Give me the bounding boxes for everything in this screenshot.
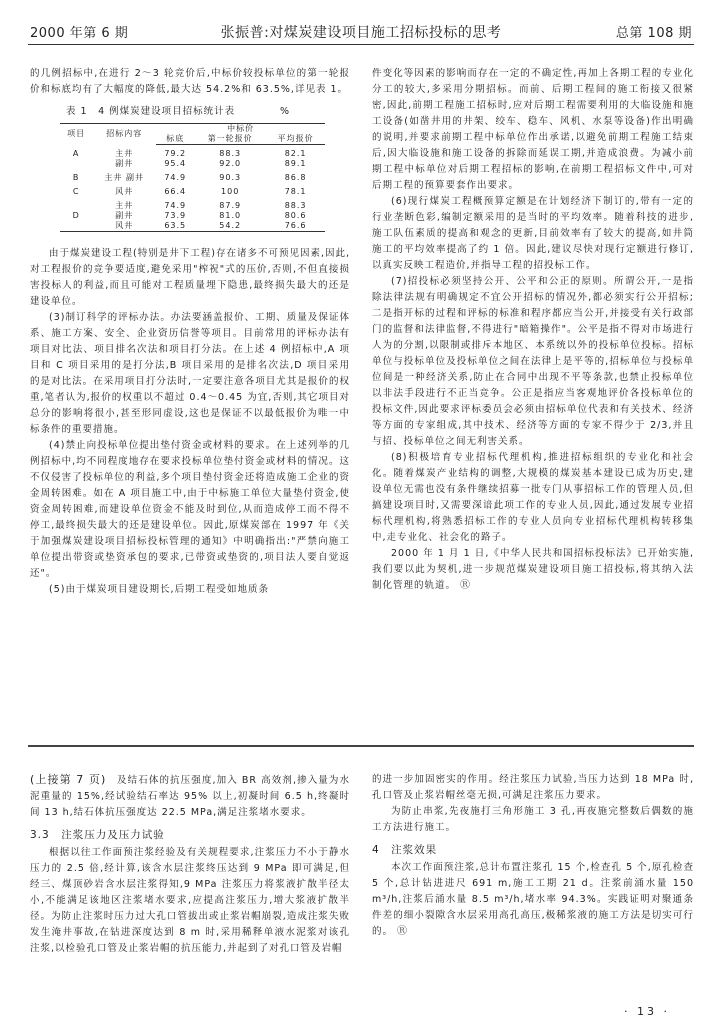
table-cell: 副井 <box>115 211 134 220</box>
table-cell: 82.1 <box>284 149 307 158</box>
paragraph: (3)制订科学的评标办法。办法要涵盖报价、工期、质量及保证体系、施工方案、安全、企业资历信誉等项目。目前常用的评标办法有项目对比法、项目排名次法和项目打分法。在上述 4 例招标中,A 项目和 C 项目采用的是打分法,B 项目采用的是排名次法,D 项目采用的是对比法。在采用项目打分法时,一定要注意各项目尤其是报价的权重,笔者认为,报价的权重以不超过 0.4～0.45 为宜,否则,其它项目对总分的影响将很小,甚至形同虚设,这也是保证不以最低报价为唯一中标条件的重要措施。 <box>30 312 350 435</box>
continued-from: (上接第 7 页) <box>30 773 107 786</box>
table-cell: 88.3 <box>284 201 307 210</box>
paragraph: (7)招投标必须坚持公开、公平和公正的原则。所谓公开,一是指除法律法规有明确规定不宜公开招标的情况外,都必须实行公开招标;二是指开标的过程和评标的标准和程序都应当公开,并接受有关行政部门的监督和法律监督,不得进行"暗箱操作"。公平是指不得对市场进行人为的分割,以限制或排斥本地区、本系统以外的投标单位投标。招标单位与投标单位及投标单位之间在法律上是平等的,招标单位与投标单位间是一种经济关系,防止在合同中出现不平等条款,也禁止投标单位以非法手段进行不正当竞争。公正是指应当客观地评价各投标单位的投标文件,因此要求评标委员会必须由招标单位代表和有关技术、经济等方面的专家组成,其中技术、经济等方面的专家不得少于 2/3,并且与招、投标单位之间无利害关系。 <box>372 276 694 447</box>
end-mark-icon: Ⓡ <box>460 580 472 591</box>
paragraph: 的几例招标中,在进行 2～3 轮竞价后,中标价较投标单位的第一轮报价和标底均有了大幅度的降低,最大达 54.2%和 63.5%,详见表 1。 <box>30 68 350 95</box>
table-cell: 主井 <box>115 148 134 158</box>
end-mark-icon: Ⓡ <box>397 926 409 937</box>
column-right-top <box>372 66 694 594</box>
table-cell: C <box>72 187 80 196</box>
table-header: 第一轮报价 <box>194 134 266 145</box>
table-cell: 89.1 <box>284 159 307 168</box>
table-header: 中标价 <box>156 124 325 135</box>
table-title: 表 1 4 例煤炭建设项目招标统计表 <box>66 106 236 117</box>
table-cell: 副井 <box>115 159 134 168</box>
column-left-bottom <box>30 772 350 957</box>
serial-number: 总第 108 期 <box>615 26 692 41</box>
table-cell: 90.3 <box>219 173 242 182</box>
table-header: 平均报价 <box>266 134 325 145</box>
paragraph: 的进一步加固密实的作用。经注浆压力试验,当压力达到 18 MPa 时,孔口管及止浆岩帽丝毫无损,可满足注浆压力要求。 <box>372 774 694 801</box>
paragraph: 件变化等因素的影响而存在一定的不确定性,再加上各期工程的专业化分工的较大,多采用分期招标。而前、后期工程间的施工衔接又很紧密,因此,前期工程施工招标时,应对后期工程需要利用的大临设施和施工设备(如凿井用的井架、绞车、稳车、风机、水泵等设备)作出明确的说明,并要求前期工程中标单位作出承诺,以避免前期工程施工结束后,因大临设施和施工设备的拆除而延误工期,并造成浪费。为减小前期工程中标单位对后期工程招标的影响,在前期工程招标文件中,可对后期工程的预算要套作出要求。 <box>372 68 694 191</box>
table-cell: A <box>72 148 80 158</box>
table-cell: 风井 <box>115 187 134 196</box>
table-cell: 74.9 <box>164 173 187 182</box>
table-cell: 76.6 <box>266 221 325 232</box>
column-left-top <box>30 66 350 598</box>
table-row <box>60 159 325 169</box>
section-divider <box>28 745 694 747</box>
table-cell: 主井 <box>115 201 134 210</box>
paragraph: 为防止串浆,先夜施打三角形施工 3 孔,再夜施完整数后偶数的施工方法进行施工。 <box>372 806 694 833</box>
section-heading: 3.3 注浆压力及压力试验 <box>30 829 165 841</box>
table-header: 招标内容 <box>92 124 156 145</box>
table-row <box>60 221 325 232</box>
table-cell: 74.9 <box>164 201 187 210</box>
table-cell: 主井 副井 <box>104 173 145 182</box>
paragraph: (6)现行煤炭工程概预算定额是在计划经济下制订的,带有一定的行业垄断色彩,编制定额采用的是当时的平均效率。随着科技的进步,施工队伍素质的提高和观念的更新,目前效率有了较大的提高,如井筒施工的平均效率提高了约 1 倍。因此,建议尽快对现行定额进行修订,以真实反映工程造价,并指导工程的招投标工作。 <box>372 196 694 271</box>
table-cell: 66.4 <box>164 187 187 196</box>
table-cell: B <box>72 173 80 182</box>
paragraph <box>372 860 694 940</box>
table-cell: 81.0 <box>219 211 242 220</box>
page-header <box>30 22 692 44</box>
table-cell: D <box>72 211 80 220</box>
table-cell: 100 <box>221 187 240 196</box>
table-cell: 63.5 <box>156 221 194 232</box>
table-cell <box>60 159 92 169</box>
table-cell: 54.2 <box>194 221 266 232</box>
table-header: 项目 <box>60 124 92 145</box>
table-cell <box>60 221 92 232</box>
paragraph <box>372 546 694 594</box>
table-unit: % <box>279 106 290 117</box>
paragraph: (5)由于煤炭项目建设期长,后期工程受如地质条 <box>49 584 269 595</box>
column-right-bottom <box>372 772 694 940</box>
paragraph: 根据以往工作面预注浆经验及有关规程要求,注浆压力不小于静水压力的 2.5 倍,经计算,该含水层注浆终压达到 9 MPa 即可满足,但经三、煤顶砂岩含水层注浆得知,9 MPa 注浆压力将浆液扩散半径太小,不能满足该地区注浆堵水要求,应提高注浆压力,增大浆液扩散半径。为防止注浆时压力过大孔口管拔出或止浆岩帽崩裂,造成注浆失败发生淹井事故,在钻进深度达到 8 m 时,采用稀释单液水泥浆对该孔注浆,以检验孔口管及止浆岩帽的抗压能力,并起到了对孔口管及岩帽 <box>30 847 350 954</box>
table-row <box>60 145 325 160</box>
paragraph: (8)积极培育专业招标代理机构,推进招标组织的专业化和社会化。随着煤炭产业结构的调整,大规模的煤炭基本建设已成为历史,建设单位无需也没有条件继续招募一批专门从事招标工作的管理人员,但搞建设项目时,又需要深谙此项工作的专业人员,因此,通过发展专业招标代理机构,将熟悉招标工作的专业人员向专业招标代理机构转移集中,走专业化、社会化的路子。 <box>372 452 694 543</box>
header-rule <box>28 44 694 45</box>
paragraph-text: 本次工作面预注浆,总计布置注浆孔 15 个,检查孔 5 个,原孔检查 5 个,总计钻进进尺 691 m,施工工期 21 d。注浆前涌水量 150 m³/h,注浆后涌水量 8.5 m³/h,堵水率 94.3%。实践证明对聚通条件差的细小裂隙含水层采用高孔高压,极稀浆液的施工方法是切实可行的。 <box>372 862 694 937</box>
paragraph <box>30 772 350 821</box>
article-title: 张振普:对煤炭建设项目施工招标投标的思考 <box>220 25 502 41</box>
table-cell: 79.2 <box>164 149 187 158</box>
table-cell: 80.6 <box>284 211 307 220</box>
table-row <box>60 211 325 221</box>
table-header: 标底 <box>156 134 194 145</box>
table-caption <box>30 104 350 120</box>
table-cell: 87.9 <box>219 201 242 210</box>
table-row <box>60 169 325 183</box>
bid-statistics-table <box>60 123 325 232</box>
table-cell: 78.1 <box>284 187 307 196</box>
table-cell: 88.3 <box>219 149 242 158</box>
section-heading: 4 注浆效果 <box>372 844 438 856</box>
paragraph: 由于煤炭建设工程(特别是井下工程)存在诸多不可预见因素,因此,对工程报价的竞争要适度,避免采用"榨祝"式的压价,否则,不但直接损害投标人的利益,而且可能对工程质量埋下隐患,最终损失最大的还是建设单位。 <box>30 248 350 307</box>
table-cell: 风井 <box>92 221 156 232</box>
table-cell: 95.4 <box>164 159 187 168</box>
page-number: · 13 · <box>624 1005 670 1018</box>
table-row <box>60 183 325 197</box>
paragraph-text: 2000 年 1 月 1 日,《中华人民共和国招标投标法》已开始实施,我们要以此为契机,进一步规范煤炭建设项目施工招投标,将其纳入法制化管理的轨道。 <box>372 548 694 591</box>
table-row <box>60 197 325 211</box>
table-cell: 73.9 <box>164 211 187 220</box>
table-cell <box>60 197 92 211</box>
table-cell: 86.8 <box>284 173 307 182</box>
issue-label: 2000 年第 6 期 <box>30 26 129 41</box>
table-cell: 92.0 <box>219 159 242 168</box>
paragraph: (4)禁止向投标单位提出垫付资金或材料的要求。在上述列举的几例招标中,均不同程度地存在要求投标单位垫付资金或材料的情况。这不仅侵害了投标单位的利益,多个项目垫付资金还将造成施工企业的资金周转困难。如在 A 项目施工中,由于中标施工单位大量垫付资金,使资金周转困难,而建设单位资金不能及时到位,从而造成停工而不得不停工,最终损失最大的还是建设单位。因此,原煤炭部在 1997 年《关于加强煤炭建设项目招标投标管理的通知》中明确指出:"严禁向施工单位提出带资或垫资承包的要求,已带资或垫资的,项目法人要自觉返还"。 <box>30 440 350 579</box>
paragraph-text: 及结石体的抗压强度,加入 BR 高效剂,掺入量为水泥重量的 15%,经试验结石率达 95% 以上,初凝时间 6.5 h,终凝时间 13 h,结石体抗压强度达 22.5 MPa,满足注浆堵水要求。 <box>30 775 351 818</box>
